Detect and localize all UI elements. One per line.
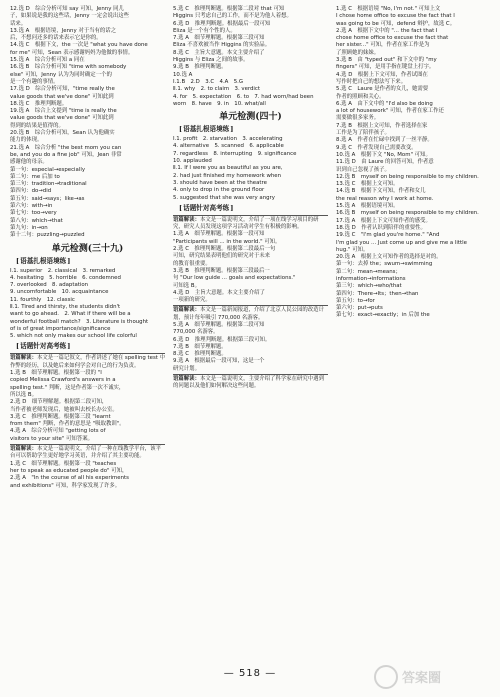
answer-line: from them" 判断，作者的意思是 "吸取教训"。 (10, 421, 125, 428)
col1-line: 得到的结果是值得的。 (10, 122, 64, 129)
note-label: 语篇解读： (173, 216, 200, 223)
answer-line: 7. overlooked 8. adaptation (10, 282, 89, 289)
subsection-heading: [ 语基扎根语境练 ] (16, 257, 165, 266)
correction-line: information→informations (336, 275, 406, 282)
answer-line: 所以选 B。 (10, 391, 37, 398)
column-3 (336, 6, 491, 320)
col2-answers-b (173, 231, 328, 304)
answer-line: 2.选 A "In the course of all his experiments (10, 475, 129, 482)
answer-line: 3.选 B 由 "typed out" 和下文中的 "my (336, 57, 437, 64)
answer-line: Ⅱ.1. If I were you as beautiful as you are, (173, 165, 283, 172)
answer-line: 6.选 A 由下文中的 "I'd also be doing (336, 100, 433, 107)
answer-line: and exhibitions" 可知，科学家发现了许多。 (10, 482, 121, 489)
answer-line: worn 8. have 9. in 10. what/all (173, 100, 266, 107)
answer-line: 1.选 B 细节理解题。根据第一段的 "I (10, 370, 102, 377)
answer-line: wonderful football match? 3. Literature is thought (10, 318, 149, 325)
passage-note (10, 446, 165, 461)
correction-line: 第三句：tradition→traditional (10, 181, 87, 188)
answer-line: 8.选 A 作者在忙碌中找到了一丝平静。 (336, 137, 433, 144)
answer-line: 9.选 B 推理判断题。 (173, 64, 227, 71)
col2-list-40 (173, 136, 328, 202)
answer-line: spelling test." 判断，这是作者第一次不诚实， (10, 384, 125, 391)
col1-line: 20.选 B 综合分析可知，Sean 认为他确实 (10, 130, 115, 137)
col1-line: 话来。 (10, 20, 27, 27)
note-text: 本文是一篇记叙文，作者讲述了她在 spelling test 中作弊的经历，以及她后来如何学会对自己的行为负责。 (10, 355, 165, 369)
watermark-text: 答案圈 (402, 671, 442, 686)
answer-line: of is of great importance/significance (10, 325, 111, 332)
correction-line: 第七句：too→very (10, 210, 57, 217)
col3-answers-a (336, 6, 491, 261)
answer-line: 1.选 C 细节理解题。根据第一段 "teaches (10, 460, 117, 467)
note-label: 语篇解读： (10, 355, 37, 362)
answer-line: 写作时把自己的想法写下来。 (336, 78, 407, 85)
answer-line: 8.选 C 主旨大意题。本文主要介绍了 (173, 49, 265, 56)
note-label: 语篇解读： (173, 376, 200, 383)
col1-line: 17.选 D 综合分析可知，"time really the (10, 86, 115, 93)
col1-answers-c (10, 461, 165, 490)
answer-line: 4.选 D 根据上下文可知，作者试图在 (336, 71, 428, 78)
answer-line: 3.选 B 推理判断题。根据第三段最后一 (173, 267, 270, 274)
answer-line: 一项新的研究。 (173, 297, 211, 304)
answer-line: 工作是为了陪伴孩子。 (336, 130, 390, 137)
note-text: 本文是一篇说明文，介绍了一种在线教学平台，该平台可以帮助学生更好地学习英语，并介绍了其主要功能。 (10, 446, 161, 460)
answer-line: Ⅰ.1. profit 2. starvation 3. accelerating (173, 136, 283, 143)
divider (173, 374, 328, 375)
answer-line: 的教育很重要。 (173, 260, 211, 267)
col1-vocab-corrections (10, 167, 165, 240)
answer-line: copied Melissa Crawford's answers in a (10, 377, 116, 384)
answer-line: 4. only to drop in the ground floor (173, 187, 265, 194)
answer-line: 10.选 A (173, 71, 193, 78)
answer-line: 17.选 A 根据上下文可知作者的感受。 (336, 217, 431, 224)
answer-line: was going to be 可知，defend 辩护，故选 C。 (336, 20, 456, 27)
answer-line: the real reason why I work at home. (336, 195, 434, 202)
passage-note (173, 217, 328, 232)
correction-line: 第二句：mean→means； (336, 268, 401, 275)
correction-line: 第二句：me 后加 to (10, 173, 60, 180)
answer-line: "Participants will ... in the world." 可知。 (173, 238, 281, 245)
col1-line: 是一个有趣的事情。 (10, 78, 59, 85)
answer-line: 可知，研究结果表明他们的研究对于未来 (173, 253, 271, 260)
answer-line: 8.选 C 推理判断题。 (173, 351, 227, 358)
answer-line: want to go ahead. 2. What if there will be a (10, 311, 131, 318)
col1-line: 21.选 A 综合分析 "the best mom you can (10, 144, 122, 151)
answer-line: her to speak as educated people do" 可知， (10, 467, 128, 474)
answer-line: 4.选 A 综合分析可知 "getting lots of (10, 428, 106, 435)
answer-line: 5. which not only makes our school life colorful (10, 333, 137, 340)
answer-line: 识到自己忽视了孩子。 (336, 166, 390, 173)
answer-line: 16.选 B myself on being responsible to my children. (336, 210, 479, 217)
correction-line: 第四句：do→did (10, 188, 52, 195)
correction-line: 第七句：exact→exactly；in 后加 the (336, 312, 430, 319)
answer-line: 2. had just finished my homework when (173, 172, 282, 179)
answer-line: 5.选 A 细节理解题。根据第二段可知 (173, 321, 265, 328)
answer-line: 12.选 B myself on being responsible to my children. (336, 173, 479, 180)
col1-line: 12.选 D 综合分析可知 say 可知，Jenny 同儿 (10, 6, 124, 12)
answer-line: Higgins 只考虑自己的工作，而不是为他人着想。 (173, 13, 292, 20)
page-number: — 518 — (223, 668, 277, 679)
col1-line: 后，不想问还多的话来表示它是你的。 (10, 35, 102, 42)
correction-line: 第一句：especial→especially (10, 166, 86, 173)
subsection-heading: [ 话题针对高考练 ] (16, 342, 165, 351)
col1-line: 13.选 A 根据语境，Jenny 对于当有的话之 (10, 27, 117, 34)
section-title-40: 单元检测(四十) (219, 112, 282, 123)
passage-note (173, 307, 328, 322)
answer-line: 4. for 5. expectation 6. to 7. had worn/had been (173, 93, 314, 100)
answer-line: 11. fourthly 12. classic (10, 296, 75, 303)
note-label: 语篇解读： (173, 307, 200, 314)
col1-line: 19.选 A 综合上文提到 "time is really the (10, 108, 117, 115)
answer-line: 4. alternative 5. scanned 6. applicable (173, 143, 284, 150)
subsection-heading: [ 话题针对高考练 ] (179, 204, 328, 213)
col1-list-39 (10, 268, 165, 341)
answer-line: her sister..." 可知，作者在家工作是为 (336, 42, 430, 49)
answer-line: 6.选 D 推理判断题。根据最后一段可知 (173, 20, 271, 27)
answer-line: Ⅱ.1. why 2. to claim 3. verdict (173, 86, 260, 93)
column-2 (173, 6, 328, 391)
note-text: 本文是一篇说明文，主要介绍了科学家在研究中遇到的问题以及他们如何解决这些问题。 (173, 376, 324, 390)
answer-page (10, 6, 492, 666)
subsection-heading: [ 语基扎根语境练 ] (179, 125, 328, 134)
col2-list-a (173, 79, 328, 108)
answer-line: 5. suggested that she was very angry (173, 194, 275, 201)
watermark-logo (372, 663, 492, 691)
col1-line: 15.选 A 综合分析可知 a 同在 (10, 57, 85, 64)
answer-line: 770,000 名游客。 (173, 329, 219, 336)
passage-note (173, 376, 328, 391)
col1-line: 子，如果说是我的这些话，Jenny 一定会说出这些 (10, 13, 130, 20)
correction-line: 第一句：去掉 the；swum→swimming (336, 261, 433, 268)
answer-line: 2.选 C 推理判断题。根据第二段最后一句 (173, 246, 276, 253)
correction-line: 第六句：put→puts (336, 305, 383, 312)
answer-line: 5.选 C Laure 是作者的女儿，她需要 (336, 86, 429, 93)
answer-line: Eliza 是一个有个性的人。 (173, 27, 236, 34)
correction-line: 第八句：which→that (10, 217, 63, 224)
column-1 (10, 6, 165, 490)
answer-line: 4.选 D 主旨大意题。本文主要介绍了 (173, 289, 265, 296)
answer-line: 可知选 B。 (173, 282, 200, 289)
answer-line: 20.选 A 根据上文可知作者的选择是对的。 (336, 254, 442, 261)
note-label: 语篇解读： (10, 446, 37, 453)
answer-line: 11.选 D 由 Laure 的回答可知，作者意 (336, 159, 434, 166)
answer-line: 需要做很多家务。 (336, 115, 380, 122)
correction-line: 第四句：There→Its；then→than (336, 290, 419, 297)
answer-line: 15.选 A 根据语境可知。 (336, 203, 399, 210)
col1-line: 能力的体现。 (10, 137, 43, 144)
correction-line: 第三句：which→who/that (336, 283, 402, 290)
section-title-39: 单元检测(三十九) (51, 243, 124, 254)
answer-line: 研究计划。 (173, 365, 200, 372)
answer-line: 了照顾她的妹妹。 (336, 49, 380, 56)
col1-line: 18.选 C 推理判断题。 (10, 100, 68, 107)
col3-vocab-corrections (336, 261, 491, 319)
correction-line: 第十二句：puzzling→puzzled (10, 232, 85, 239)
col1-line: 14.选 C 根据下文，the 一次是 "what you have done (10, 42, 148, 49)
col1-line: be, and you do a fine job" 可知，Jean 非常 (10, 151, 122, 158)
answer-line: hug." 可知。 (336, 246, 369, 253)
col1-line: else" 可知，Jenny 认为为同时确定一个的 (10, 71, 112, 78)
answer-line: Ⅱ.1. Tired and thirsty, the students didn't (10, 303, 121, 310)
col1-line: value goods that we've done" 可知此到 (10, 93, 114, 100)
col1-answers-b (10, 370, 165, 443)
answer-line: 作者的照顾和关心。 (336, 93, 385, 100)
correction-line: 第五句：said→says；like→as (10, 195, 85, 202)
answer-line: 7.选 B 根据上文可知，作者选择在家 (336, 122, 428, 129)
answer-line: Higgins 与 Eliza 之间的故事。 (173, 57, 249, 64)
col2-answers-c (173, 322, 328, 373)
answer-line: 7.选 A 细节理解题。根据第三段可知 (173, 35, 265, 42)
col2-answers-a (173, 6, 328, 79)
answer-line: 19.选 C "I'm glad you're home." "And (336, 232, 440, 239)
answer-line: 18.选 D 作者认识到陪伴的重要性。 (336, 224, 426, 231)
answer-line: 句 "Our low guide ... goals and expectations." (173, 275, 296, 282)
answer-line: 1.选 A 细节理解题。根据第一段可知 (173, 231, 265, 238)
answer-line: 9.选 C 作者发现自己需要改变。 (336, 144, 417, 151)
answer-line: 13.选 C 根据上文可知。 (336, 181, 399, 188)
answer-line: 当作者被老师发现后，她被叫去校长办公室。 (10, 406, 118, 413)
answer-line: 2.选 D 细节理解题。根据第二段可知， (10, 399, 108, 406)
col1-line: 感谢他的母亲。 (10, 159, 48, 166)
note-text: 本文是一篇说明文，介绍了一项在线学习项目的研究，研究人员发现这项学习活动对学生有积极的影响。 (173, 216, 319, 231)
answer-line: Eliza 不喜欢被当作 Higgins 的实验品。 (173, 42, 271, 49)
answer-line: 9. uncomfortable 10. acquaintance (10, 289, 109, 296)
note-text: 本文是一篇新闻报道，介绍了北京人民公园的改造计划，预计每年吸引 770,000 名游客。 (173, 307, 324, 321)
correction-line: 第六句：with→in (10, 203, 53, 210)
col1-answers-a (10, 6, 165, 167)
answer-line: 1.选 C 根据语境 "No, I'm not." 可知上文 (336, 6, 441, 12)
passage-note (10, 355, 165, 370)
answer-line: 10.选 A 根据下文 "No, Mom" 可知。 (336, 151, 431, 158)
answer-line: Ⅰ.1.B 2.D 3.C 4.A 5.G (173, 78, 244, 85)
answer-line: Ⅰ.1. superior 2. classical 3. remarked (10, 267, 116, 274)
answer-line: fingers" 可知，是用手指在键盘上打字。 (336, 64, 435, 71)
correction-line: 第九句：in→on (10, 224, 48, 231)
answer-line: 14.选 B 根据下文可知，作者和女儿 (336, 188, 426, 195)
answer-line: I chose home office to excuse the fact that I (336, 13, 455, 20)
answer-line: 7. regardless 8. interrupting 9. significance (173, 150, 297, 157)
divider (10, 444, 165, 445)
correction-line: 第五句：to→for (336, 297, 375, 304)
col1-line: for me" 可知，Sean 表示感谢妈妈为他做的事情。 (10, 49, 134, 56)
answer-line: a lot of housework" 可知，作者在家工作还 (336, 108, 444, 115)
answer-line: 3.选 C 推理判断题。根据第三段 "learnt (10, 413, 111, 420)
answer-line: I'm glad you ... Just come up and give me a little (336, 239, 467, 246)
answer-line: 3. should have been at the theatre (173, 179, 267, 186)
answer-line: 6.选 D 推理判断题。根据第三段可知。 (173, 336, 271, 343)
answer-line: 2.选 A 根据下文中的 "... the fact that I (336, 27, 438, 34)
answer-line: 5.选 C 推理判断题。根据第二段对 that 可知 (173, 6, 285, 12)
answer-line: 9.选 A 根据最后一段可知，这是一个 (173, 358, 265, 365)
answer-line: visitors to your site" 可知答案。 (10, 435, 93, 442)
answer-line: chose home office to excuse the fact that (336, 35, 449, 42)
divider (173, 215, 328, 216)
col1-line: 16.选 B 综合分析可知 "time with somebody (10, 64, 127, 71)
answer-line: 4. hesitating 5. horrible 6. condemned (10, 274, 121, 281)
col1-line: value goods that we've done" 可知此到 (10, 115, 114, 122)
answer-line: 10. applauded (173, 158, 212, 165)
answer-line: 7.选 B 细节理解题。 (173, 343, 227, 350)
